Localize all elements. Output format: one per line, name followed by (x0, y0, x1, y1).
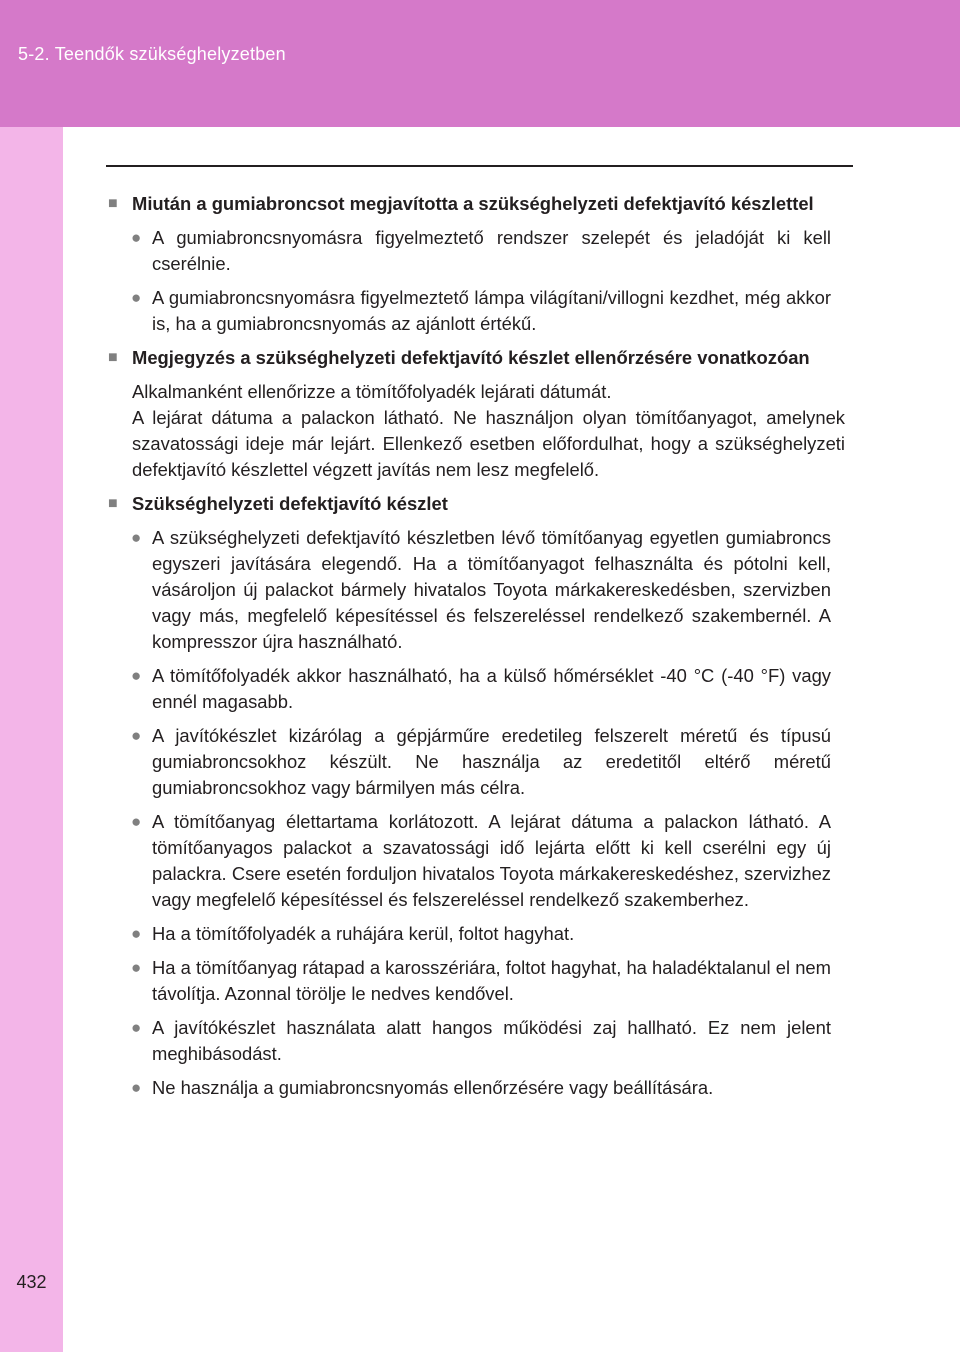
list-item-text: A javítókészlet kizárólag a gépjárműre eredetileg felszerelt méretű és típusú gumiabroncsokhoz készült. Ne használja az eredetitől eltérő méretű gumiabroncsokhoz vagy bármilyen más célra. (152, 725, 831, 798)
list-item (131, 663, 845, 715)
circle-bullet-icon: ● (131, 666, 142, 685)
top-rule (106, 165, 853, 167)
circle-bullet-icon: ● (131, 924, 142, 943)
circle-bullet-icon: ● (131, 812, 142, 831)
list-item (131, 525, 845, 655)
circle-bullet-icon: ● (131, 726, 142, 745)
paragraph (132, 379, 845, 483)
circle-bullet-icon: ● (131, 528, 142, 547)
list-item (131, 921, 845, 947)
list-item (131, 1015, 845, 1067)
page-header (0, 0, 960, 127)
section-heading (108, 345, 845, 371)
list-item (131, 809, 845, 913)
side-margin-band (0, 127, 63, 1352)
heading-text: Megjegyzés a szükséghelyzeti defektjavító készlet ellenőrzésére vonatkozóan (132, 347, 810, 368)
circle-bullet-icon: ● (131, 1018, 142, 1037)
list-item (131, 955, 845, 1007)
list-item-text: Ha a tömítőfolyadék a ruhájára kerül, foltot hagyhat. (152, 923, 575, 944)
section-heading (108, 191, 845, 217)
list-item-text: Ne használja a gumiabroncsnyomás ellenőrzésére vagy beállítására. (152, 1077, 714, 1098)
square-bullet-icon: ■ (108, 195, 118, 212)
list-item-text: A szükséghelyzeti defektjavító készletben lévő tömítőanyag egyetlen gumiabroncs egyszeri javítására elegendő. Ha a tömítőanyagot felhasználta és pótolni kell, vásároljon új palackot bármely hivatalos Toyota márkakereskedésben, szervizben vagy más, megfelelő képesítéssel és felszereléssel rendelkező szakembernél. A kompresszor újra használható. (152, 527, 831, 652)
list-item-text: Ha a tömítőanyag rátapad a karosszériára, foltot hagyhat, ha haladéktalanul el nem távolítja. Azonnal törölje le nedves kendővel. (152, 957, 831, 1004)
list-item-text: A javítókészlet használata alatt hangos működési zaj hallható. Ez nem jelent meghibásodást. (152, 1017, 831, 1064)
paragraph-line: Alkalmanként ellenőrizze a tömítőfolyadék lejárati dátumát. (132, 381, 612, 402)
heading-text: Szükséghelyzeti defektjavító készlet (132, 493, 448, 514)
list-item-text: A gumiabroncsnyomásra figyelmeztető rendszer szelepét és jeladóját ki kell cserélnie. (152, 227, 831, 274)
section-title: 5-2. Teendők szükséghelyzetben (18, 44, 286, 64)
list-item (131, 723, 845, 801)
list-item-text: A gumiabroncsnyomásra figyelmeztető lámpa világítani/villogni kezdhet, még akkor is, ha a gumiabroncsnyomás az ajánlott értékű. (152, 287, 831, 334)
circle-bullet-icon: ● (131, 228, 142, 247)
list-item (131, 225, 845, 277)
list-item (131, 1075, 845, 1101)
circle-bullet-icon: ● (131, 958, 142, 977)
paragraph-line: A lejárat dátuma a palackon látható. Ne használjon olyan tömítőanyagot, amelynek szavatossági ideje már lejárt. Ellenkező esetben előfordulhat, hogy a szükséghelyzeti defektjavító készlettel végzett javítás nem lesz megfelelő. (132, 407, 845, 480)
list-item-text: A tömítőfolyadék akkor használható, ha a külső hőmérséklet -40 °C (-40 °F) vagy ennél magasabb. (152, 665, 831, 712)
heading-text: Miután a gumiabroncsot megjavította a szükséghelyzeti defektjavító készlettel (132, 193, 814, 214)
section-heading (108, 491, 845, 517)
circle-bullet-icon: ● (131, 288, 142, 307)
square-bullet-icon: ■ (108, 495, 118, 512)
circle-bullet-icon: ● (131, 1078, 142, 1097)
list-item (131, 285, 845, 337)
page-content (108, 191, 845, 1109)
page-number: 432 (16, 1272, 47, 1292)
list-item-text: A tömítőanyag élettartama korlátozott. A lejárat dátuma a palackon látható. A tömítőanyagos palackot a szavatossági idő lejárta előtt ki kell cserélni egy új palackra. Csere esetén forduljon hivatalos Toyota márkakereskedéshez, szervizhez vagy megfelelő képesítéssel és felszereléssel rendelkező szakemberhez. (152, 811, 831, 910)
square-bullet-icon: ■ (108, 349, 118, 366)
